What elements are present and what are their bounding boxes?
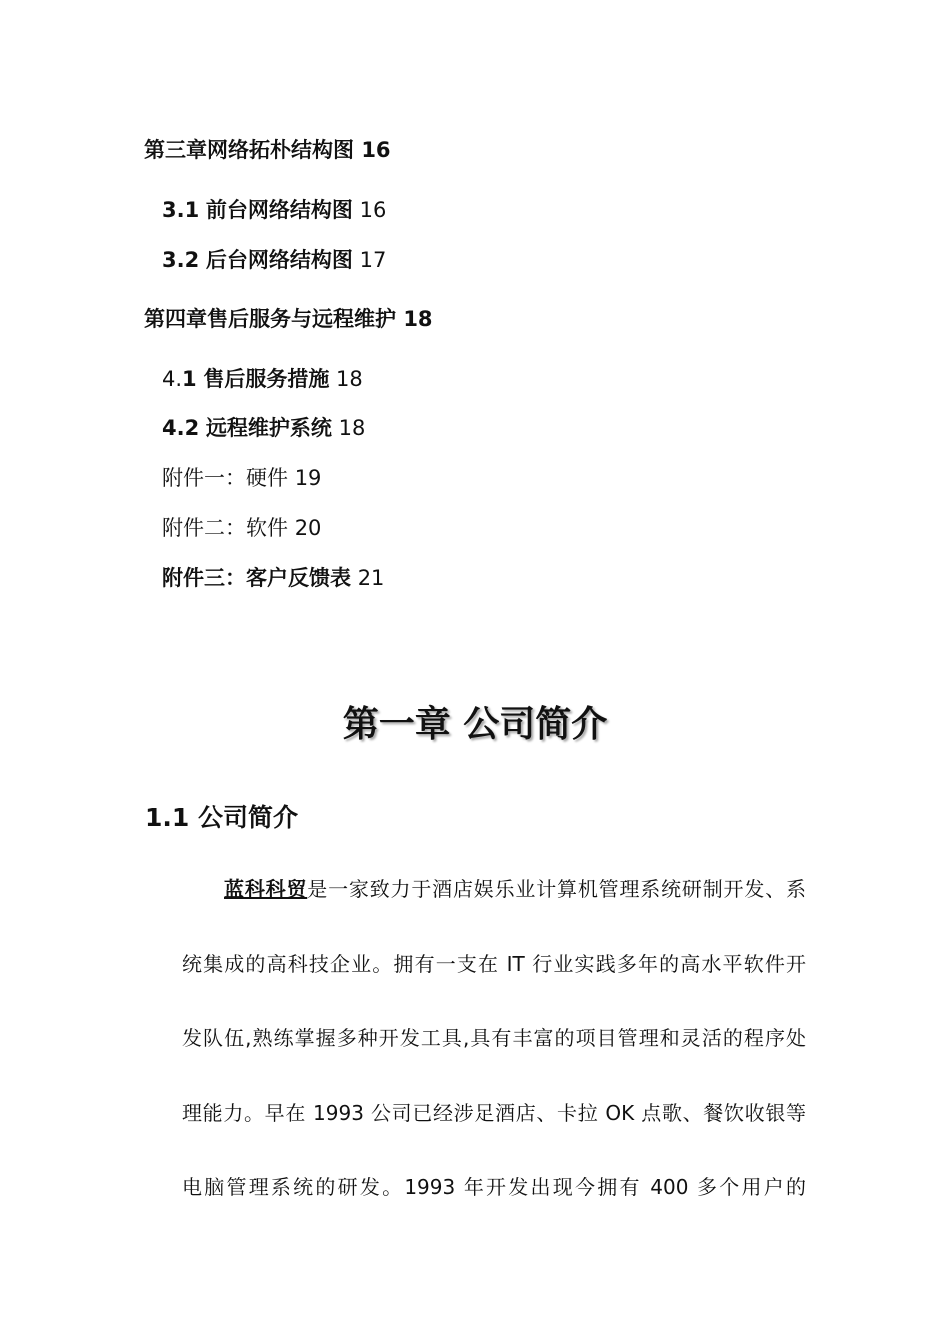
toc-entry-title: 前台网络结构图 bbox=[205, 198, 353, 222]
toc-entry-page: 21 bbox=[357, 566, 385, 590]
toc-entry-appendix-1[interactable] bbox=[162, 463, 321, 493]
toc-entry-title: 第三章网络拓朴结构图 bbox=[144, 138, 354, 162]
toc-entry-page: 16 bbox=[359, 198, 387, 222]
paragraph-text: 是一家致力于酒店娱乐业计算机管理系统研制开发、系 bbox=[307, 877, 807, 901]
toc-entry-title: 附件一：硬件 bbox=[162, 466, 288, 490]
toc-entry-page: 20 bbox=[294, 516, 322, 540]
toc-entry-number: 3.2 bbox=[162, 248, 200, 272]
toc-entry-4-2[interactable] bbox=[162, 413, 365, 443]
paragraph-line bbox=[224, 874, 806, 904]
toc-entry-appendix-2[interactable] bbox=[162, 513, 321, 543]
toc-entry-title: 附件三：客户反馈表 bbox=[162, 566, 351, 590]
toc-entry-page: 18 bbox=[403, 307, 433, 331]
toc-entry-4-1[interactable] bbox=[162, 364, 363, 394]
toc-entry-title: 售后服务措施 bbox=[203, 367, 330, 391]
toc-entry-page: 18 bbox=[336, 367, 363, 391]
toc-entry-number: 3.1 bbox=[162, 198, 200, 222]
paragraph-line: 统集成的高科技企业。拥有一支在 IT 行业实践多年的高水平软件开 bbox=[182, 952, 806, 976]
toc-entry-page: 16 bbox=[361, 138, 391, 162]
paragraph-line: 电脑管理系统的研发。1993 年开发出现今拥有 400 多个用户的 bbox=[182, 1175, 806, 1199]
toc-entry-number: 4.2 bbox=[162, 416, 200, 440]
toc-entry-title: 后台网络结构图 bbox=[205, 248, 353, 272]
toc-entry-3-2[interactable] bbox=[162, 245, 386, 275]
toc-entry-chapter-3[interactable] bbox=[144, 135, 391, 165]
toc-entry-title: 远程维护系统 bbox=[205, 416, 332, 440]
toc-entry-number-bold: 1 bbox=[182, 367, 197, 391]
toc-entry-page: 19 bbox=[294, 466, 322, 490]
toc-entry-3-1[interactable] bbox=[162, 195, 386, 225]
toc-entry-title: 第四章售后服务与远程维护 bbox=[144, 307, 396, 331]
paragraph-line: 发队伍,熟练掌握多种开发工具,具有丰富的项目管理和灵活的程序处 bbox=[182, 1026, 806, 1050]
toc-entry-appendix-3[interactable] bbox=[162, 563, 384, 593]
toc-entry-chapter-4[interactable] bbox=[144, 304, 433, 334]
paragraph-line: 理能力。早在 1993 公司已经涉足酒店、卡拉 OK 点歌、餐饮收银等 bbox=[182, 1101, 806, 1125]
section-title: 1.1 公司简介 bbox=[145, 803, 298, 832]
toc-entry-page: 17 bbox=[359, 248, 387, 272]
toc-entry-page: 18 bbox=[338, 416, 366, 440]
toc-entry-number-plain: 4. bbox=[162, 367, 183, 391]
chapter-title: 第一章 公司简介 bbox=[342, 704, 608, 745]
toc-entry-title: 附件二：软件 bbox=[162, 516, 288, 540]
company-name: 蓝科科贸 bbox=[224, 877, 308, 901]
